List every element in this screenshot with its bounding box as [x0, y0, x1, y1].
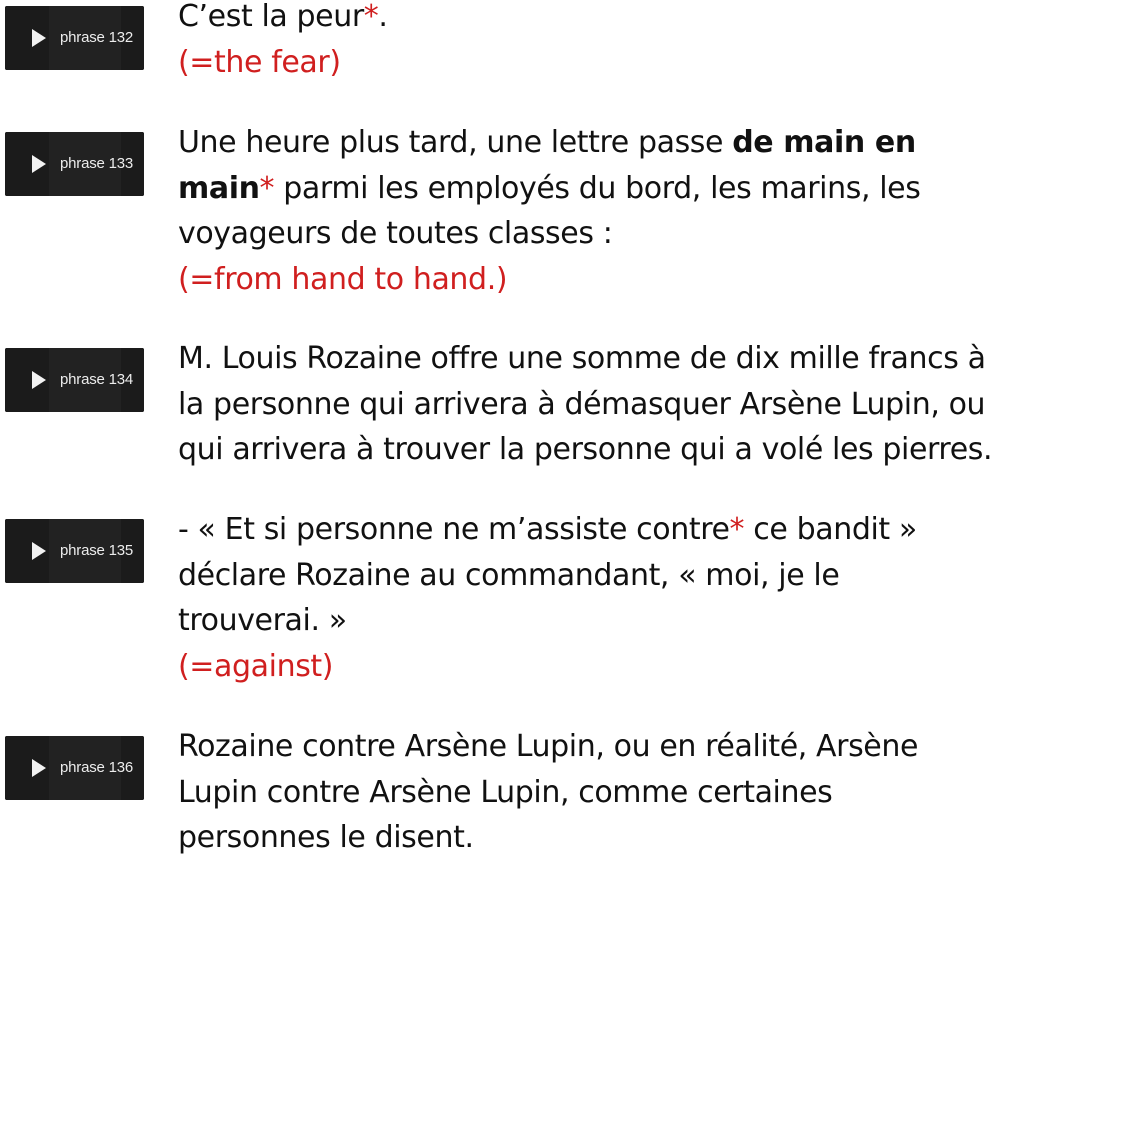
phrase-line — [178, 644, 1128, 690]
play-button-area[interactable] — [5, 736, 49, 800]
phrase-line — [178, 553, 1128, 599]
phrase-line — [178, 336, 1128, 382]
play-icon[interactable] — [32, 371, 46, 389]
translation-gloss: (=from hand to hand.) — [178, 261, 508, 297]
phrase-line — [178, 815, 1128, 861]
phrase-line — [178, 770, 1128, 816]
footnote-asterisk: * — [363, 0, 379, 34]
text-segment: qui arrivera à trouver la personne qui a volé les pierres. — [178, 432, 993, 467]
text-segment: parmi les employés du bord, les marins, les — [274, 170, 921, 206]
player-label: phrase 135 — [60, 542, 134, 559]
phrase-line — [178, 427, 1128, 473]
text-segment: Une heure plus tard, une lettre passe — [178, 125, 733, 160]
player-label: phrase 133 — [60, 155, 134, 172]
phrase-line — [178, 166, 1128, 212]
audio-player-button[interactable] — [5, 519, 144, 583]
audio-player-button[interactable] — [5, 132, 144, 196]
text-segment: trouverai. » — [178, 603, 347, 638]
text-segment: Rozaine contre Arsène Lupin, ou en réalité, Arsène — [178, 729, 919, 764]
audio-player-button[interactable] — [5, 736, 144, 800]
phrase-line — [178, 382, 1128, 428]
play-button-area[interactable] — [5, 6, 49, 70]
text-segment: ce bandit » — [744, 512, 917, 547]
phrase-text — [178, 120, 1128, 302]
play-icon[interactable] — [32, 542, 46, 560]
phrase-text — [178, 336, 1128, 473]
phrase-line — [178, 211, 1128, 257]
phrase-line — [178, 598, 1128, 644]
text-segment: personnes le disent. — [178, 820, 474, 855]
phrase-line — [178, 0, 1128, 40]
phrase-line — [178, 724, 1128, 770]
phrase-text — [178, 724, 1128, 861]
text-segment: Lupin contre Arsène Lupin, comme certaines — [178, 774, 833, 810]
play-icon[interactable] — [32, 155, 46, 173]
text-segment: M. Louis Rozaine offre une somme de dix mille francs à — [178, 341, 986, 376]
play-button-area[interactable] — [5, 348, 49, 412]
translation-gloss: (=the fear) — [178, 44, 341, 80]
text-segment: la personne qui arrivera à démasquer Arsène Lupin, ou — [178, 386, 986, 422]
footnote-asterisk: * — [729, 512, 745, 547]
text-segment: voyageurs de toutes classes : — [178, 216, 613, 251]
player-label: phrase 134 — [60, 371, 134, 388]
play-icon[interactable] — [32, 759, 46, 777]
phrase-line — [178, 507, 1128, 553]
play-button-area[interactable] — [5, 519, 49, 583]
audio-player-button[interactable] — [5, 348, 144, 412]
phrase-line — [178, 40, 1128, 86]
text-segment: - « Et si personne ne m’assiste contre — [178, 512, 730, 547]
phrase-line — [178, 120, 1128, 166]
player-label: phrase 132 — [60, 29, 134, 46]
text-segment: déclare Rozaine au commandant, « moi, je le — [178, 557, 840, 593]
phrase-text — [178, 0, 1128, 85]
text-segment: . — [378, 0, 388, 34]
highlighted-expression: de main en — [732, 125, 916, 160]
footnote-asterisk: * — [259, 170, 275, 206]
phrase-line — [178, 257, 1128, 303]
player-label: phrase 136 — [60, 759, 134, 776]
play-button-area[interactable] — [5, 132, 49, 196]
highlighted-expression: main — [178, 170, 260, 206]
translation-gloss: (=against) — [178, 648, 334, 684]
play-icon[interactable] — [32, 29, 46, 47]
phrase-text — [178, 507, 1128, 689]
audio-player-button[interactable] — [5, 6, 144, 70]
text-segment: C’est la peur — [178, 0, 364, 34]
